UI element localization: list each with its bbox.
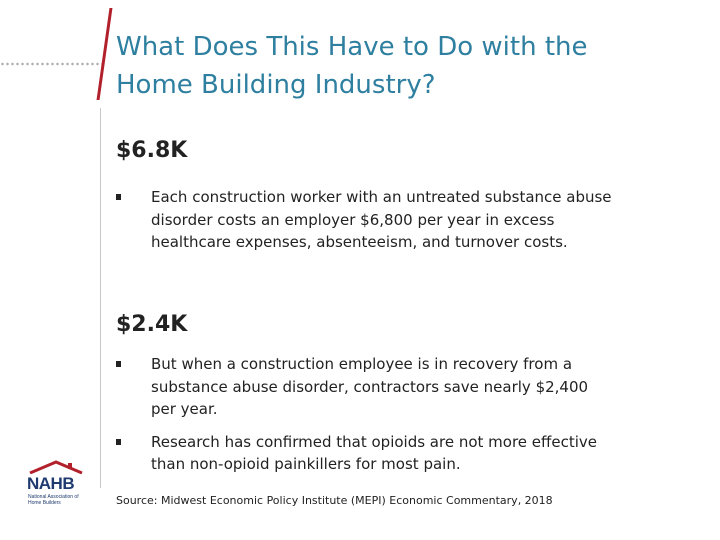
title-line-1: What Does This Have to Do with the [116,32,588,62]
list-item [116,431,616,476]
dotted-divider [0,62,104,66]
list-item [116,186,616,254]
square-bullet-icon [116,194,121,200]
stat-6-8k: $6.8K [116,138,188,163]
bullet-text: But when a construction employee is in recovery from a substance abuse disorder, contractors save nearly $2,400 per year. [151,355,589,418]
stat2-bullet-list [116,353,616,486]
source-citation: Source: Midwest Economic Policy Institute (MEPI) Economic Commentary, 2018 [116,494,553,507]
title-line-2: Home Building Industry? [116,70,436,100]
list-item [116,353,616,421]
stat1-bullet-list [116,186,616,264]
bullet-text: Research has confirmed that opioids are not more effective than non-opioid painkillers for most pain. [151,432,597,473]
roof-icon [28,460,84,474]
content-divider-line [100,108,101,488]
bullet-text: Each construction worker with an untreated substance abuse disorder costs an employer $6,800 per year in excess healthcare expenses, absenteeism, and turnover costs. [151,188,612,251]
slide-title [116,28,696,104]
nahb-logo [24,460,90,516]
square-bullet-icon [116,439,121,445]
logo-subtitle: National Association of Home Builders [28,494,79,506]
title-accent-bar [97,8,113,100]
square-bullet-icon [116,361,121,367]
stat-2-4k: $2.4K [116,312,188,337]
logo-wordmark: NAHB [27,474,75,493]
